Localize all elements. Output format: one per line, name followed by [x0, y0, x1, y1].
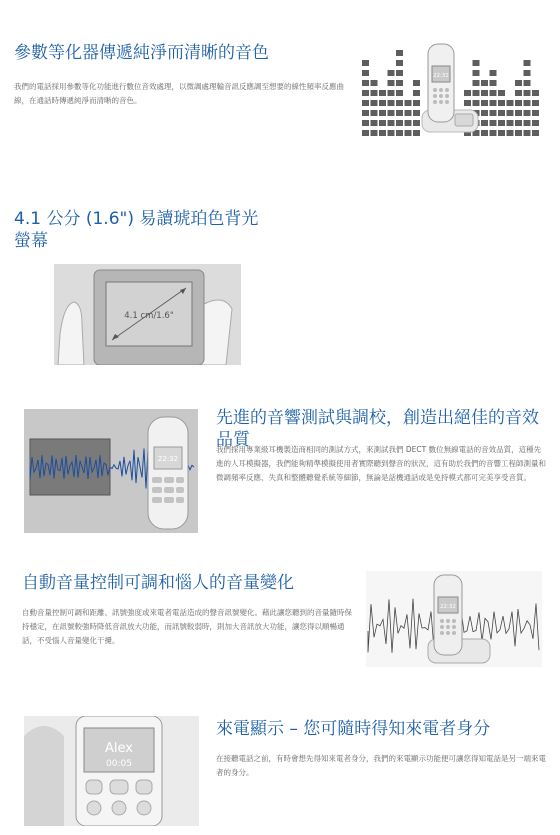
volume-control-description: 自動音量控制可調和距離、訊號強度或來電者電話造成的聲音訊號變化。藉此讓您聽到的音量隨時保持穩定，在訊號較強時降低音訊放大功能，而訊號較弱時，則加大音訊放大功能，讓您得以順暢通話，不受惱人音量變化干擾。: [22, 608, 352, 645]
equalizer-bar-segment: [532, 90, 539, 96]
equalizer-bar-segment: [413, 100, 420, 106]
equalizer-bar-segment: [473, 70, 480, 76]
amber-display-image: [54, 264, 241, 365]
equalizer-bar-segment: [405, 110, 412, 116]
equalizer-bar-segment: [362, 90, 369, 96]
caller-time: 00:05: [106, 759, 132, 769]
equalizer-bar-segment: [388, 120, 395, 126]
equalizer-bar-segment: [515, 90, 522, 96]
equalizer-bar-segment: [507, 130, 514, 136]
equalizer-bar-segment: [379, 130, 386, 136]
handset-screen-time: 22:32: [440, 604, 456, 610]
equalizer-bar-segment: [362, 100, 369, 106]
equalizer-bar-segment: [481, 110, 488, 116]
volume-control-title: 自動音量控制可調和惱人的音量變化: [22, 573, 294, 593]
equalizer-bar-segment: [396, 100, 403, 106]
equalizer-bar-segment: [507, 100, 514, 106]
equalizer-bar-segment: [498, 100, 505, 106]
equalizer-bar-segment: [490, 90, 497, 96]
equalizer-bar-segment: [388, 130, 395, 136]
equalizer-bar-segment: [490, 80, 497, 86]
equalizer-bar-segment: [413, 120, 420, 126]
equalizer-bar-segment: [405, 120, 412, 126]
equalizer-bar-segment: [413, 90, 420, 96]
acoustic-title: 先進的音響測試與調校，創造出絕佳的音效品質: [216, 408, 539, 450]
equalizer-bar-segment: [507, 110, 514, 116]
caller-name: Alex: [105, 741, 133, 756]
equalizer-bar-segment: [490, 100, 497, 106]
equalizer-bar-segment: [490, 70, 497, 76]
equalizer-bar-segment: [388, 80, 395, 86]
equalizer-bar-segment: [524, 80, 531, 86]
equalizer-bar-segment: [405, 100, 412, 106]
equalizer-bar-segment: [396, 130, 403, 136]
equalizer-bar-segment: [481, 90, 488, 96]
caller-id-image: [24, 716, 199, 826]
display-title: 4.1 公分 (1.6") 易讀琥珀色背光螢幕: [14, 209, 259, 251]
equalizer-bar-segment: [362, 60, 369, 66]
equalizer-bar-segment: [490, 120, 497, 126]
volume-phone-image: [366, 571, 542, 667]
equalizer-bar-segment: [379, 90, 386, 96]
equalizer-bar-segment: [507, 120, 514, 126]
equalizer-bar-segment: [396, 50, 403, 56]
equalizer-bar-segment: [371, 80, 378, 86]
display-size-label: 4.1 cm/1.6": [124, 311, 174, 321]
caller-id-description: 在接聽電話之前，有時會想先得知來電者身分，我們的來電顯示功能便可讓您得知電話是另一端來電者的身分。: [216, 754, 546, 777]
equalizer-bar-segment: [413, 110, 420, 116]
equalizer-bar-segment: [371, 110, 378, 116]
equalizer-bar-segment: [371, 100, 378, 106]
equalizer-bar-segment: [524, 60, 531, 66]
equalizer-bar-segment: [396, 120, 403, 126]
equalizer-bar-segment: [388, 90, 395, 96]
equalizer-bar-segment: [524, 100, 531, 106]
equalizer-bar-segment: [473, 90, 480, 96]
equalizer-bar-segment: [362, 120, 369, 126]
equalizer-bar-segment: [532, 130, 539, 136]
handset-screen-time: 22:32: [433, 73, 449, 79]
equalizer-bar-segment: [396, 80, 403, 86]
equalizer-bar-segment: [362, 130, 369, 136]
equalizer-description: 我們的電話採用參數等化功能進行數位音效處理，以微調處理輸音訊反應調至想要的線性頻率反應曲線，在通話時傳遞純淨而清晰的音色。: [14, 82, 344, 105]
equalizer-bar-segment: [498, 130, 505, 136]
equalizer-bar-segment: [473, 80, 480, 86]
equalizer-bar-segment: [515, 80, 522, 86]
equalizer-bar-segment: [405, 130, 412, 136]
equalizer-bar-segment: [524, 90, 531, 96]
equalizer-bar-segment: [473, 60, 480, 66]
equalizer-bar-segment: [473, 100, 480, 106]
equalizer-bar-segment: [362, 110, 369, 116]
equalizer-bar-segment: [481, 130, 488, 136]
equalizer-bar-segment: [481, 100, 488, 106]
equalizer-bar-segment: [371, 90, 378, 96]
equalizer-bar-segment: [396, 110, 403, 116]
acoustic-description: 我們採用專業級耳機製造商相同的測試方式，來測試我們 DECT 數位無線電話的音效品質，這種先進的人耳模擬器，我們能夠精準模擬使用者實際聽到聲音的狀況，這有助於我們的音響工程師測量和微調頻率反應、失真和整體聽覺系統等細節，無論是話機通話或是免持模式都可完美享受音質。: [216, 445, 546, 482]
equalizer-bar-segment: [379, 120, 386, 126]
equalizer-bar-segment: [379, 110, 386, 116]
equalizer-bar-segment: [532, 100, 539, 106]
equalizer-bar-segment: [464, 90, 471, 96]
equalizer-bar-segment: [388, 100, 395, 106]
equalizer-bar-segment: [524, 120, 531, 126]
acoustic-test-image: [24, 409, 198, 533]
equalizer-bar-segment: [490, 130, 497, 136]
equalizer-bar-segment: [388, 110, 395, 116]
equalizer-bar-segment: [498, 90, 505, 96]
equalizer-title: 參數等化器傳遞純淨而清晰的音色: [14, 43, 269, 63]
equalizer-bar-segment: [464, 100, 471, 106]
equalizer-bar-segment: [532, 110, 539, 116]
equalizer-bar-segment: [498, 110, 505, 116]
equalizer-bar-segment: [396, 90, 403, 96]
equalizer-bar-segment: [481, 80, 488, 86]
caller-id-title: 來電顯示 – 您可隨時得知來電者身分: [216, 719, 491, 739]
equalizer-bar-segment: [396, 70, 403, 76]
equalizer-bar-segment: [396, 60, 403, 66]
equalizer-bar-segment: [524, 110, 531, 116]
equalizer-phone-image: [362, 38, 542, 136]
equalizer-bar-segment: [515, 100, 522, 106]
equalizer-bar-segment: [515, 110, 522, 116]
equalizer-bar-segment: [490, 110, 497, 116]
equalizer-bar-segment: [413, 80, 420, 86]
equalizer-bar-segment: [371, 130, 378, 136]
equalizer-bar-segment: [413, 130, 420, 136]
equalizer-bar-segment: [481, 120, 488, 126]
equalizer-bar-segment: [532, 120, 539, 126]
equalizer-bar-segment: [524, 130, 531, 136]
equalizer-bar-segment: [362, 70, 369, 76]
equalizer-bar-segment: [362, 80, 369, 86]
equalizer-bar-segment: [498, 120, 505, 126]
equalizer-bar-segment: [371, 120, 378, 126]
equalizer-bar-segment: [379, 100, 386, 106]
handset-screen-time: 22:32: [157, 455, 179, 463]
equalizer-bar-segment: [388, 70, 395, 76]
base-station-phone: [422, 44, 478, 132]
equalizer-bar-segment: [515, 130, 522, 136]
equalizer-bar-segment: [524, 70, 531, 76]
equalizer-bar-segment: [515, 120, 522, 126]
